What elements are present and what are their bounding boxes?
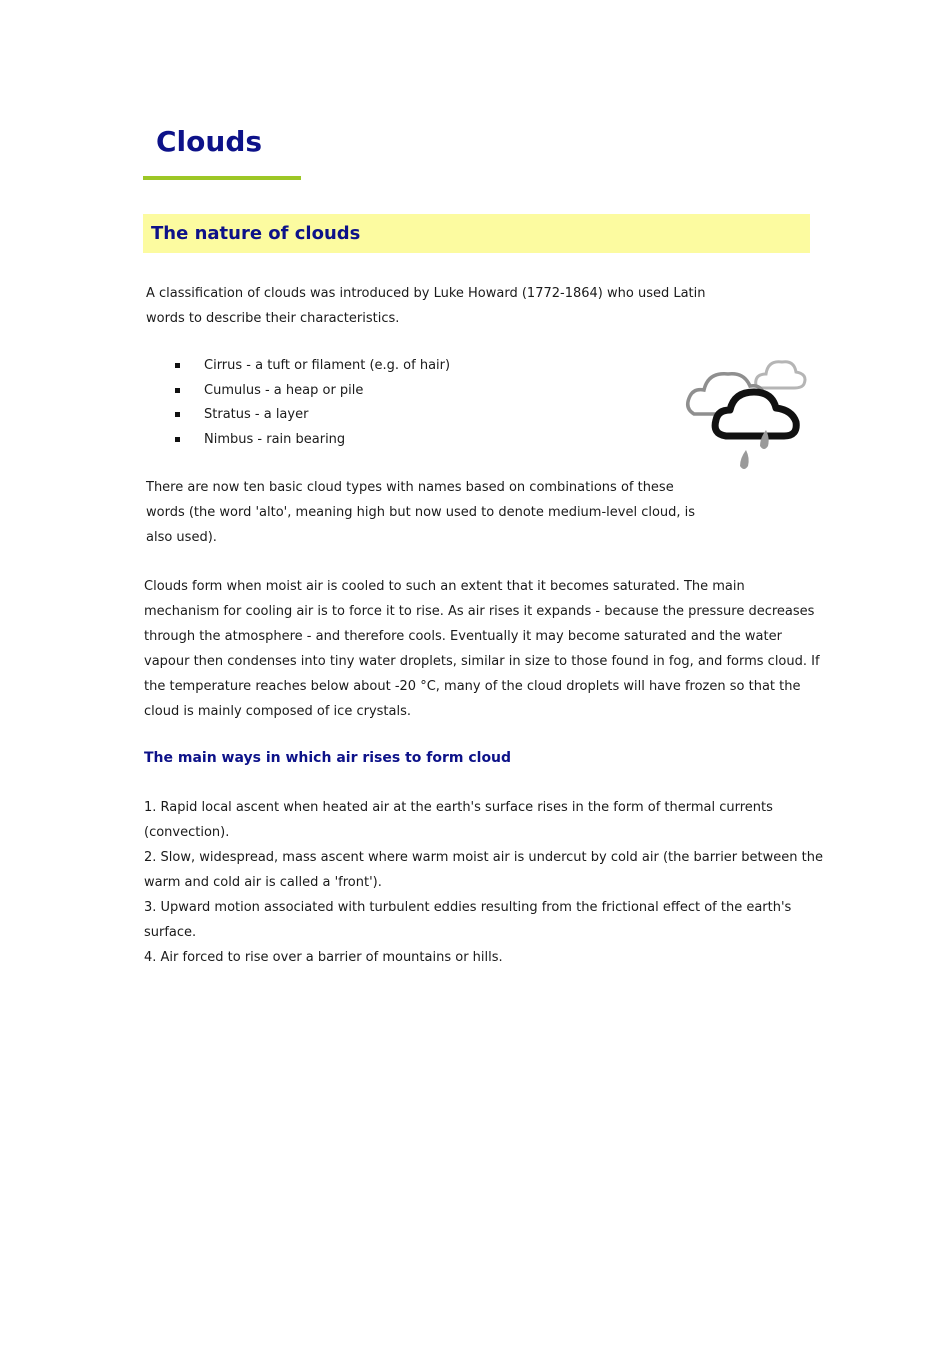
bullet-icon xyxy=(175,437,180,442)
list-item xyxy=(146,354,450,379)
cloud-formation-paragraph: Clouds form when moist air is cooled to such an extent that it becomes saturated. The main mechanism for cooling air is to force it to rise. As air rises it expands - because the pressure decreases through the atmosphere - and therefore cools. Eventually it may become saturated and the water vapour then condenses into tiny water droplets, similar in size to those found in fog, and forms cloud. If the temperature reaches below about -20 °C, many of the cloud droplets will have frozen so that the cloud is mainly composed of ice crystals. xyxy=(144,579,820,719)
list-item-text: Cirrus - a tuft or filament (e.g. of hair) xyxy=(204,358,451,373)
bullet-icon xyxy=(175,412,180,417)
subheading: The main ways in which air rises to form cloud xyxy=(144,750,512,766)
intro-paragraph: A classification of clouds was introduced by Luke Howard (1772-1864) who used Latin words to describe their characteristics. xyxy=(146,286,706,326)
page-title: Clouds xyxy=(156,125,263,158)
list-item-text: Stratus - a layer xyxy=(204,407,309,422)
bullet-icon xyxy=(175,388,180,393)
rising-air-list xyxy=(144,795,824,970)
list-item: 4. Air forced to rise over a barrier of mountains or hills. xyxy=(144,950,503,965)
title-underline xyxy=(143,176,301,180)
list-item: 3. Upward motion associated with turbulent eddies resulting from the frictional effect of the earth's surface. xyxy=(144,900,792,940)
list-item: 1. Rapid local ascent when heated air at the earth's surface rises in the form of thermal currents (convection). xyxy=(144,800,773,840)
list-item xyxy=(146,379,450,404)
section-header xyxy=(143,214,810,253)
cloud-types-paragraph: There are now ten basic cloud types with names based on combinations of these words (the word 'alto', meaning high but now used to denote medium-level cloud, is also used). xyxy=(146,480,696,545)
list-item xyxy=(146,428,450,453)
cloud-terms-list xyxy=(146,354,450,452)
list-item-text: Cumulus - a heap or pile xyxy=(204,382,364,398)
list-item-text: Nimbus - rain bearing xyxy=(204,431,346,447)
list-item xyxy=(146,403,450,428)
cloud-rain-icon xyxy=(684,352,810,476)
list-item: 2. Slow, widespread, mass ascent where warm moist air is undercut by cold air (the barrier between the warm and cold air is called a 'front'). xyxy=(144,850,823,890)
bullet-icon xyxy=(175,363,180,368)
section-heading: The nature of clouds xyxy=(151,223,361,244)
